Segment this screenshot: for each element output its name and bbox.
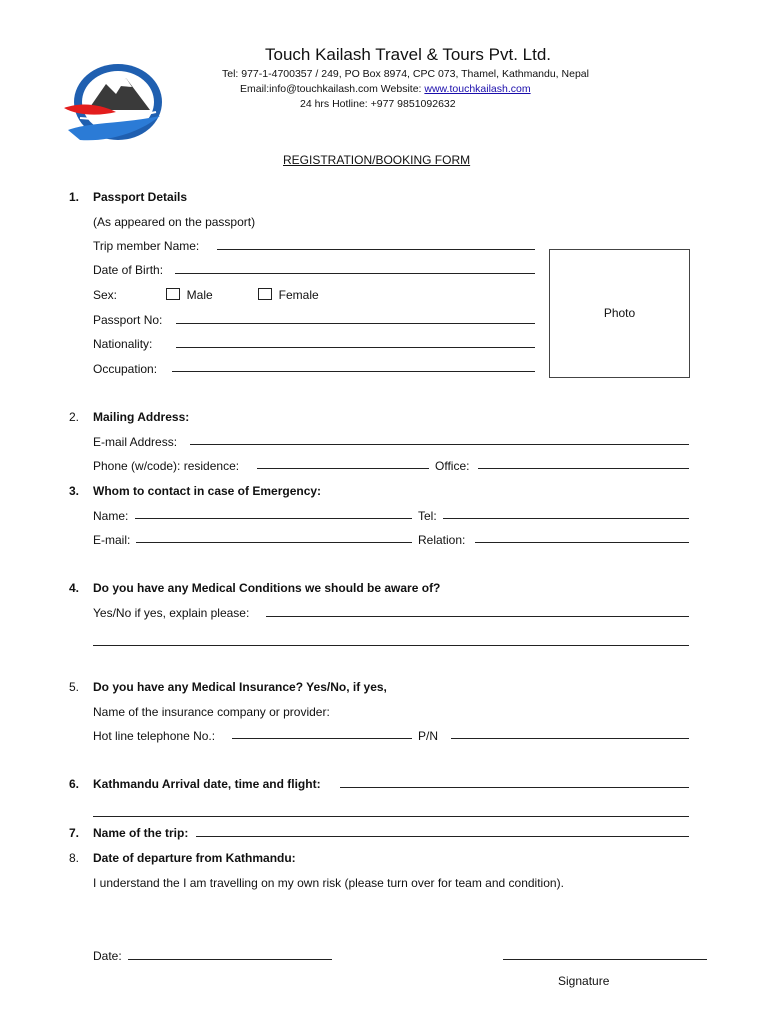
trip-name-field[interactable] — [196, 836, 689, 837]
insurance-company-label: Name of the insurance company or provider: — [93, 705, 330, 719]
emergency-tel-field[interactable] — [443, 518, 689, 519]
insurance-hotline-label: Hot line telephone No.: — [93, 729, 216, 743]
insurance-hotline-field[interactable] — [232, 738, 412, 739]
relation-field[interactable] — [475, 542, 689, 543]
male-label: Male — [186, 288, 213, 302]
section-6-number: 6. — [69, 777, 80, 791]
section-8-number: 8. — [69, 851, 80, 865]
emergency-tel-label: Tel: — [418, 509, 437, 523]
website-link[interactable]: www.touchkailash.com — [424, 83, 531, 95]
dob-label: Date of Birth: — [93, 263, 164, 277]
medical-explain-field[interactable] — [266, 616, 689, 617]
pn-label: P/N — [418, 729, 439, 743]
arrival-field-2[interactable] — [93, 816, 689, 817]
risk-statement: I understand the I am travelling on my own risk (please turn over for team and condition). — [93, 876, 564, 890]
emergency-email-field[interactable] — [136, 542, 412, 543]
section-4-number: 4. — [69, 581, 80, 595]
section-3-number: 3. — [69, 484, 80, 498]
section-7-number: 7. — [69, 826, 80, 840]
male-option[interactable] — [166, 288, 213, 302]
section-7-title: Name of the trip: — [93, 826, 189, 840]
female-label: Female — [278, 288, 319, 302]
trip-member-name-label: Trip member Name: — [93, 239, 200, 253]
photo-label: Photo — [603, 306, 636, 320]
form-title: REGISTRATION/BOOKING FORM — [283, 153, 471, 167]
section-4-title: Do you have any Medical Conditions we should be aware of? — [93, 581, 441, 595]
passport-note: (As appeared on the passport) — [93, 215, 256, 229]
medical-explain-field-2[interactable] — [93, 645, 689, 646]
photo-box[interactable] — [549, 249, 690, 378]
email-prefix: Email:info@touchkailash.com Website: — [240, 83, 425, 95]
occupation-field[interactable] — [172, 371, 535, 372]
signature-label: Signature — [558, 974, 610, 988]
male-checkbox[interactable] — [166, 288, 180, 300]
section-2-number: 2. — [69, 410, 80, 424]
relation-label: Relation: — [418, 533, 466, 547]
company-tel-line: Tel: 977-1-4700357 / 249, PO Box 8974, CPC 073, Thamel, Kathmandu, Nepal — [222, 68, 589, 80]
section-8-title: Date of departure from Kathmandu: — [93, 851, 296, 865]
office-label: Office: — [435, 459, 470, 473]
emergency-name-field[interactable] — [135, 518, 412, 519]
section-6-title: Kathmandu Arrival date, time and flight: — [93, 777, 321, 791]
emergency-name-label: Name: — [93, 509, 129, 523]
office-field[interactable] — [478, 468, 689, 469]
signature-field[interactable] — [503, 959, 707, 960]
email-address-field[interactable] — [190, 444, 689, 445]
section-5-number: 5. — [69, 680, 80, 694]
pn-field[interactable] — [451, 738, 689, 739]
passport-no-label: Passport No: — [93, 313, 163, 327]
date-field[interactable] — [128, 959, 332, 960]
occupation-label: Occupation: — [93, 362, 158, 376]
section-2-title: Mailing Address: — [93, 410, 190, 424]
section-1-number: 1. — [69, 190, 80, 204]
section-1-title: Passport Details — [93, 190, 188, 204]
emergency-email-label: E-mail: — [93, 533, 131, 547]
nationality-field[interactable] — [176, 347, 535, 348]
company-logo — [60, 58, 170, 146]
phone-residence-field[interactable] — [257, 468, 429, 469]
phone-residence-label: Phone (w/code): residence: — [93, 459, 240, 473]
female-checkbox[interactable] — [258, 288, 272, 300]
nationality-label: Nationality: — [93, 337, 153, 351]
arrival-field[interactable] — [340, 787, 689, 788]
medical-explain-label: Yes/No if yes, explain please: — [93, 606, 250, 620]
company-hotline: 24 hrs Hotline: +977 9851092632 — [300, 98, 456, 110]
date-label: Date: — [93, 949, 122, 963]
section-5-title: Do you have any Medical Insurance? Yes/No, if yes, — [93, 680, 387, 694]
passport-no-field[interactable] — [176, 323, 535, 324]
sex-label: Sex: — [93, 288, 118, 302]
company-email-line — [240, 83, 531, 95]
section-3-title: Whom to contact in case of Emergency: — [93, 484, 322, 498]
trip-member-name-field[interactable] — [217, 249, 535, 250]
female-option[interactable] — [258, 288, 319, 302]
company-name: Touch Kailash Travel & Tours Pvt. Ltd. — [265, 45, 551, 64]
dob-field[interactable] — [175, 273, 535, 274]
email-address-label: E-mail Address: — [93, 435, 178, 449]
